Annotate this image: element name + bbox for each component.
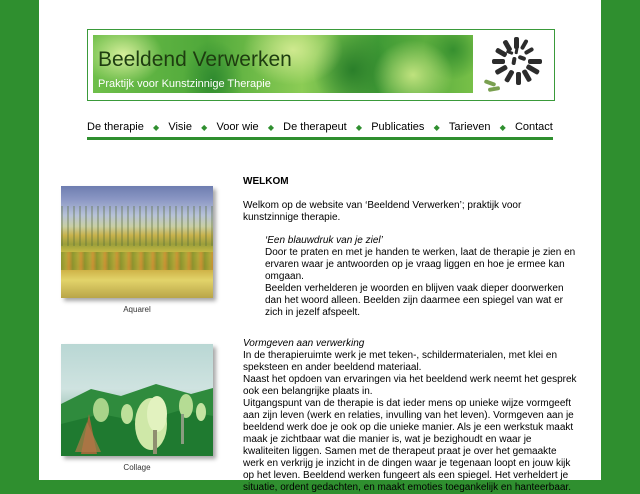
- section-paragraph-1: In de therapieruimte werk je met teken-, schildermaterialen, met klei en speksteen en ander beeldend materiaal.: [243, 350, 558, 373]
- section-title: Vormgeven aan verwerking: [243, 338, 365, 349]
- collage-trees-illustration: [61, 344, 213, 456]
- site-subtitle: Praktijk voor Kunstzinnige Therapie: [98, 78, 271, 90]
- page: [39, 0, 601, 493]
- main-content: [243, 176, 579, 494]
- aquarel-grass-texture: [61, 206, 213, 246]
- nav-separator-icon: ◆: [355, 122, 363, 132]
- quote-title: ‘Een blauwdruk van je ziel’: [265, 235, 383, 246]
- section-paragraph-2: Naast het opdoen van ervaringen via het beeldend werk neemt het gesprek ook een belangrijke plaats in.: [243, 374, 577, 397]
- nav-item-de-therapie[interactable]: De therapie: [87, 121, 144, 133]
- banner-image: [93, 35, 473, 93]
- nav-item-publicaties[interactable]: Publicaties: [371, 121, 425, 133]
- nav-separator-icon: ◆: [499, 122, 506, 132]
- quote-paragraph-2: Beelden verhelderen je woorden en blijven vaak dieper doorwerken dan het woord alleen. Beelden zijn daarmee een spiegel van wat er zich in jezelf afspeelt.: [265, 283, 564, 318]
- nav-item-voor-wie[interactable]: Voor wie: [216, 121, 259, 133]
- nav-separator-icon: ◆: [201, 122, 208, 132]
- quote-block: [243, 235, 579, 319]
- nav-separator-icon: ◆: [267, 122, 274, 132]
- aquarel-caption: Aquarel: [123, 305, 151, 314]
- intro-paragraph: Welkom op de website van ‘Beeldend Verwerken’; praktijk voor kunstzinnige therapie.: [243, 200, 522, 223]
- nav-item-visie[interactable]: Visie: [168, 121, 192, 133]
- nav-item-de-therapeut[interactable]: De therapeut: [283, 121, 347, 133]
- aquarel-image: [61, 186, 213, 298]
- collage-figure: [61, 344, 213, 472]
- quote-paragraph-1: Door te praten en met je handen te werken, laat de therapie je zien en ervaren waar je antwoorden op je vraag liggen en hoe je ermee kan omgaan.: [265, 247, 576, 282]
- nav-item-tarieven[interactable]: Tarieven: [448, 121, 491, 133]
- header-banner: [87, 29, 555, 101]
- site-title: Beeldend Verwerken: [98, 48, 292, 71]
- page-title: WELKOM: [243, 176, 289, 187]
- spiral-shell-logo: [480, 34, 550, 96]
- nav-item-contact[interactable]: Contact: [514, 121, 553, 133]
- nav-separator-icon: ◆: [153, 122, 160, 132]
- nav-separator-icon: ◆: [433, 122, 440, 132]
- main-navigation: [87, 117, 553, 140]
- collage-caption: Collage: [123, 463, 151, 472]
- aquarel-field-texture: [61, 252, 213, 270]
- section-paragraph-3: Uitgangspunt van de therapie is dat ieder mens op unieke wijze vormgeeft aan zijn leven (werk en relaties, invulling van het leven). Vormgeven aan je beeldend werk doe je ook op die unieke manier. Als je een werkstuk maakt maak je zichtbaar wat die manier is, wat je bezighoudt en waar je kwaliteiten liggen. Samen met de therapeut praat je over het gemaakte werk en verkrijg je inzicht in de dingen waar je tegenaan loopt en jouw kijk op het leven. Beeldend werken fungeert als een spiegel. Het verheldert je situatie, ordent gedachten, en maakt emoties toegankelijk en hanteerbaar.: [243, 398, 574, 493]
- aquarel-figure: [61, 186, 213, 314]
- collage-image: [61, 344, 213, 456]
